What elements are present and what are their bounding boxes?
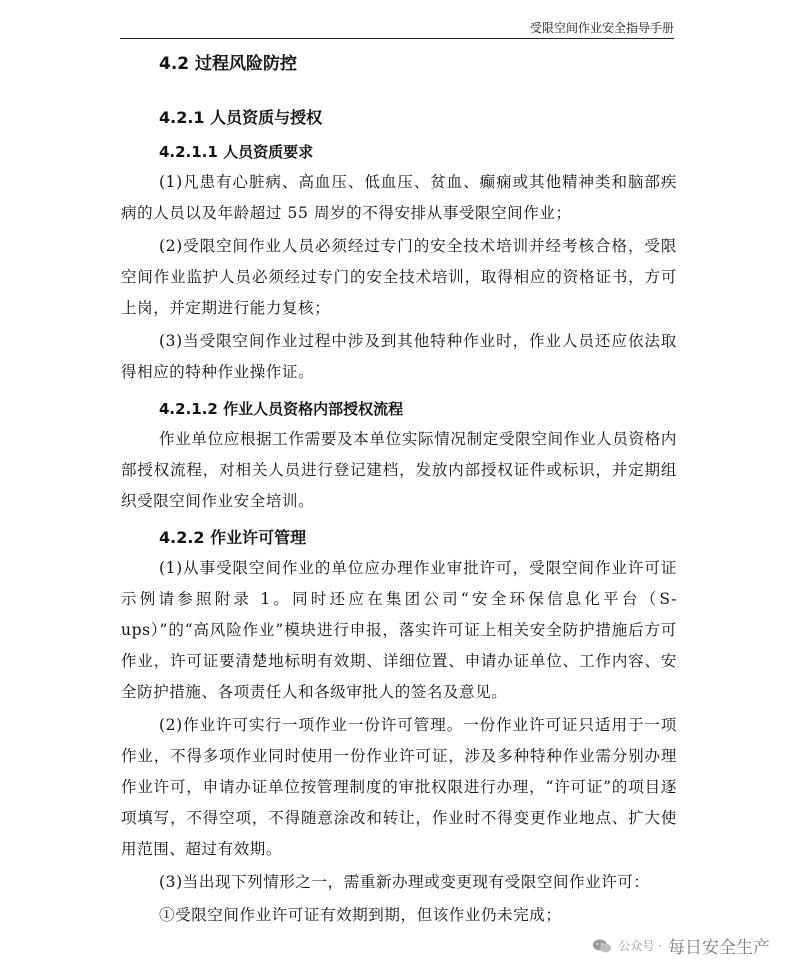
paragraph: (2)作业许可实行一项作业一份许可管理。一份作业许可证只适用于一项作业，不得多项作业同时使用一份作业许可证，涉及多种特种作业需分别办理作业许可，申请办证单位按管理制度的审批权限进行办理，“许可证”的项目逐项填写，不得空项，不得随意涂改和转让，作业时不得变更作业地点、扩大使用范围、超过有效期。 <box>121 716 677 858</box>
wechat-icon <box>592 938 612 954</box>
paragraph: 作业单位应根据工作需要及本单位实际情况制定受限空间作业人员资格内部授权流程，对相关人员进行登记建档，发放内部授权证件或标识，并定期组织受限空间作业安全培训。 <box>121 430 677 510</box>
section-heading: 4.2 过程风险防控 <box>159 54 298 74</box>
watermark-account-name: 每日安全生产 <box>668 938 770 958</box>
watermark-label: 公众号 · <box>618 939 662 953</box>
subsection-heading-422: 4.2.2 作业许可管理 <box>159 528 307 547</box>
paragraph: (1)凡患有心脏病、高血压、低血压、贫血、癫痫或其他精神类和脑部疾病的人员以及年龄超过 55 周岁的不得安排从事受限空间作业； <box>121 173 677 222</box>
subsection-heading-421: 4.2.1 人员资质与授权 <box>159 108 323 127</box>
paragraph: ①受限空间作业许可证有效期到期，但该作业仍未完成； <box>159 906 562 924</box>
paragraph: (3)当受限空间作业过程中涉及到其他特种作业时，作业人员还应依法取得相应的特种作业操作证。 <box>121 332 677 381</box>
page-header: 受限空间作业安全指导手册 <box>120 18 674 39</box>
paragraph: (3)当出现下列情形之一，需重新办理或变更现有受限空间作业许可： <box>159 873 650 891</box>
subsection-heading-4212: 4.2.1.2 作业人员资格内部授权流程 <box>159 400 404 418</box>
paragraph: (1)从事受限空间作业的单位应办理作业审批许可，受限空间作业许可证示例请参照附录 1。同时还应在集团公司“安全环保信息化平台（S-ups）”的“高风险作业”模块进行申报，落实许可证上相关安全防护措施后方可作业，许可证要清楚地标明有效期、详细位置、申请办证单位、工作内容、安全防护措施、各项责任人和各级审批人的签名及意见。 <box>121 559 677 701</box>
paragraph: (2)受限空间作业人员必须经过专门的安全技术培训并经考核合格，受限空间作业监护人员必须经过专门的安全技术培训，取得相应的资格证书，方可上岗，并定期进行能力复核； <box>121 237 677 317</box>
document-body <box>121 45 677 931</box>
subsection-heading-4211: 4.2.1.1 人员资质要求 <box>159 143 314 161</box>
watermark <box>592 933 770 958</box>
